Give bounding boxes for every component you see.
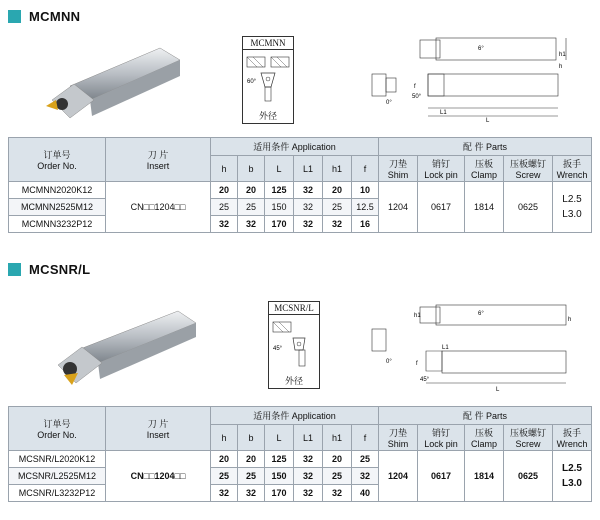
- col-clamp: [465, 425, 504, 451]
- wrench-en: Wrench: [556, 439, 588, 449]
- screw-val: 0625: [504, 451, 553, 502]
- val-b: 25: [238, 468, 265, 485]
- val-f: 40: [352, 485, 379, 502]
- val-h: 20: [211, 182, 238, 199]
- val-l1: 32: [294, 451, 323, 468]
- pin-val: 0617: [418, 182, 465, 233]
- val-l1: 32: [294, 468, 323, 485]
- wrench-val: [553, 451, 592, 502]
- col-h1: h1: [323, 156, 352, 182]
- val-b: 32: [238, 216, 265, 233]
- shim-en: Shim: [387, 439, 409, 449]
- pin-cn: 销钉: [431, 428, 450, 438]
- col-pin: [418, 156, 465, 182]
- col-f: f: [352, 156, 379, 182]
- val-l1: 32: [294, 485, 323, 502]
- insert-cell: CN□□1204□□: [106, 451, 211, 502]
- col-h: h: [211, 425, 238, 451]
- val-h1: 32: [323, 485, 352, 502]
- section-title: MCSNR/L: [29, 261, 91, 277]
- tool-photo: [40, 38, 190, 128]
- val-h1: 25: [323, 468, 352, 485]
- col-b: b: [238, 156, 265, 182]
- val-l: 170: [265, 216, 294, 233]
- label-l1: L1: [442, 345, 449, 351]
- clamp-val: 1814: [465, 451, 504, 502]
- insert-header-en: Insert: [146, 161, 170, 171]
- col-clamp: [465, 156, 504, 182]
- val-h1: 20: [323, 182, 352, 199]
- screw-en: Screw: [515, 170, 541, 180]
- val-h: 32: [211, 216, 238, 233]
- val-h1: 32: [323, 216, 352, 233]
- label-angle1: 6°: [478, 311, 484, 317]
- screw-cn: 压板螺钉: [509, 428, 546, 438]
- val-h: 25: [211, 199, 238, 216]
- val-h: 20: [211, 451, 238, 468]
- screw-cn: 压板螺钉: [509, 159, 546, 169]
- col-l1: L1: [294, 156, 323, 182]
- shim-cn: 刀垫: [388, 159, 407, 169]
- order-no: MCMNN2020K12: [9, 182, 106, 199]
- order-header-cn: 订单号: [43, 419, 71, 429]
- tool-photo: [40, 295, 200, 395]
- application-header: 适用条件 Application: [211, 407, 379, 425]
- order-header: [9, 407, 106, 451]
- wrench-cn: 扳手: [562, 159, 581, 169]
- col-h1: h1: [323, 425, 352, 451]
- inset-label: MCSNR/L: [269, 303, 319, 315]
- val-h1: 20: [323, 451, 352, 468]
- label-angle3: 0°: [386, 100, 392, 106]
- section-title: MCMNN: [29, 8, 81, 24]
- val-f: 12.5: [352, 199, 379, 216]
- order-no: MCSNR/L2020K12: [9, 451, 106, 468]
- order-no: MCMNN3232P12: [9, 216, 106, 233]
- table-row: [9, 451, 592, 468]
- val-l1: 32: [294, 216, 323, 233]
- col-l: L: [265, 425, 294, 451]
- label-h: h: [568, 317, 572, 323]
- val-f: 32: [352, 468, 379, 485]
- val-l: 125: [265, 182, 294, 199]
- col-wrench: [553, 156, 592, 182]
- label-l: L: [496, 387, 500, 393]
- inset-angle: 60°: [247, 79, 257, 85]
- insert-cell: CN□□1204□□: [106, 182, 211, 233]
- order-header: [9, 138, 106, 182]
- parts-header: 配 件 Parts: [379, 138, 592, 156]
- table-row: [9, 182, 592, 199]
- order-header-cn: 订单号: [43, 150, 71, 160]
- val-l: 150: [265, 468, 294, 485]
- col-screw: [504, 156, 553, 182]
- label-angle3: 0°: [386, 359, 392, 365]
- insert-header: [106, 407, 211, 451]
- section-mcmnn: [0, 0, 600, 250]
- label-l: L: [486, 118, 490, 124]
- clamp-val: 1814: [465, 182, 504, 233]
- insert-header-en: Insert: [146, 430, 170, 440]
- clamp-en: Clamp: [470, 439, 497, 449]
- wrench-en: Wrench: [556, 170, 588, 180]
- wrench-2: L3.0: [561, 478, 582, 489]
- val-l: 125: [265, 451, 294, 468]
- technical-drawing: [366, 295, 596, 397]
- wrench-2: L3.0: [562, 209, 582, 220]
- screw-en: Screw: [515, 439, 541, 449]
- val-b: 20: [238, 182, 265, 199]
- col-pin: [418, 425, 465, 451]
- pin-val: 0617: [418, 451, 465, 502]
- clamp-cn: 压板: [474, 159, 493, 169]
- label-h1: h1: [559, 52, 566, 58]
- label-angle1: 6°: [478, 46, 484, 52]
- order-no: MCSNR/L3232P12: [9, 485, 106, 502]
- val-f: 16: [352, 216, 379, 233]
- val-b: 25: [238, 199, 265, 216]
- val-f: 10: [352, 182, 379, 199]
- inset-foot: 外径: [258, 111, 277, 121]
- label-f: f: [416, 361, 418, 367]
- label-angle2: 50°: [412, 94, 422, 100]
- section-marker: [8, 10, 21, 23]
- label-angle2: 45°: [420, 377, 430, 383]
- val-b: 32: [238, 485, 265, 502]
- val-f: 25: [352, 451, 379, 468]
- shim-val: 1204: [379, 182, 418, 233]
- clamp-en: Clamp: [470, 170, 497, 180]
- val-h: 25: [211, 468, 238, 485]
- label-h1: h1: [414, 313, 421, 319]
- inset-diagram: [242, 36, 294, 124]
- insert-header-cn: 刀 片: [147, 419, 169, 429]
- label-l1: L1: [440, 110, 447, 116]
- clamp-cn: 压板: [474, 428, 493, 438]
- order-no: MCMNN2525M12: [9, 199, 106, 216]
- wrench-1: L2.5: [561, 463, 582, 474]
- pin-en: Lock pin: [424, 170, 458, 180]
- shim-val: 1204: [379, 451, 418, 502]
- application-header: 适用条件 Application: [211, 138, 379, 156]
- val-b: 20: [238, 451, 265, 468]
- val-h: 32: [211, 485, 238, 502]
- pin-en: Lock pin: [424, 439, 458, 449]
- col-f: f: [352, 425, 379, 451]
- val-l1: 32: [294, 199, 323, 216]
- val-l: 170: [265, 485, 294, 502]
- col-l: L: [265, 156, 294, 182]
- section-marker: [8, 263, 21, 276]
- val-l1: 32: [294, 182, 323, 199]
- section-header: [8, 261, 90, 277]
- wrench-val: [553, 182, 592, 233]
- inset-foot: 外径: [284, 376, 303, 386]
- order-no: MCSNR/L2525M12: [9, 468, 106, 485]
- val-h1: 25: [323, 199, 352, 216]
- shim-en: Shim: [387, 170, 409, 180]
- col-wrench: [553, 425, 592, 451]
- insert-header: [106, 138, 211, 182]
- wrench-1: L2.5: [562, 194, 582, 205]
- label-h: h: [559, 64, 563, 70]
- inset-angle: 45°: [273, 346, 283, 352]
- inset-diagram: [268, 301, 320, 389]
- screw-val: 0625: [504, 182, 553, 233]
- technical-drawing: [366, 28, 596, 130]
- insert-header-cn: 刀 片: [147, 150, 169, 160]
- col-screw: [504, 425, 553, 451]
- spec-table: [8, 137, 592, 233]
- section-mcsnr: [0, 255, 600, 520]
- order-header-en: Order No.: [37, 161, 77, 171]
- label-f: f: [414, 84, 416, 90]
- col-l1: L1: [294, 425, 323, 451]
- section-header: [8, 8, 80, 24]
- wrench-cn: 扳手: [562, 428, 581, 438]
- col-h: h: [211, 156, 238, 182]
- spec-table: [8, 406, 592, 502]
- col-shim: [379, 425, 418, 451]
- order-header-en: Order No.: [37, 430, 77, 440]
- inset-label: MCMNN: [243, 38, 293, 50]
- col-shim: [379, 156, 418, 182]
- col-b: b: [238, 425, 265, 451]
- parts-header: 配 件 Parts: [379, 407, 592, 425]
- pin-cn: 销钉: [431, 159, 450, 169]
- val-l: 150: [265, 199, 294, 216]
- shim-cn: 刀垫: [388, 428, 407, 438]
